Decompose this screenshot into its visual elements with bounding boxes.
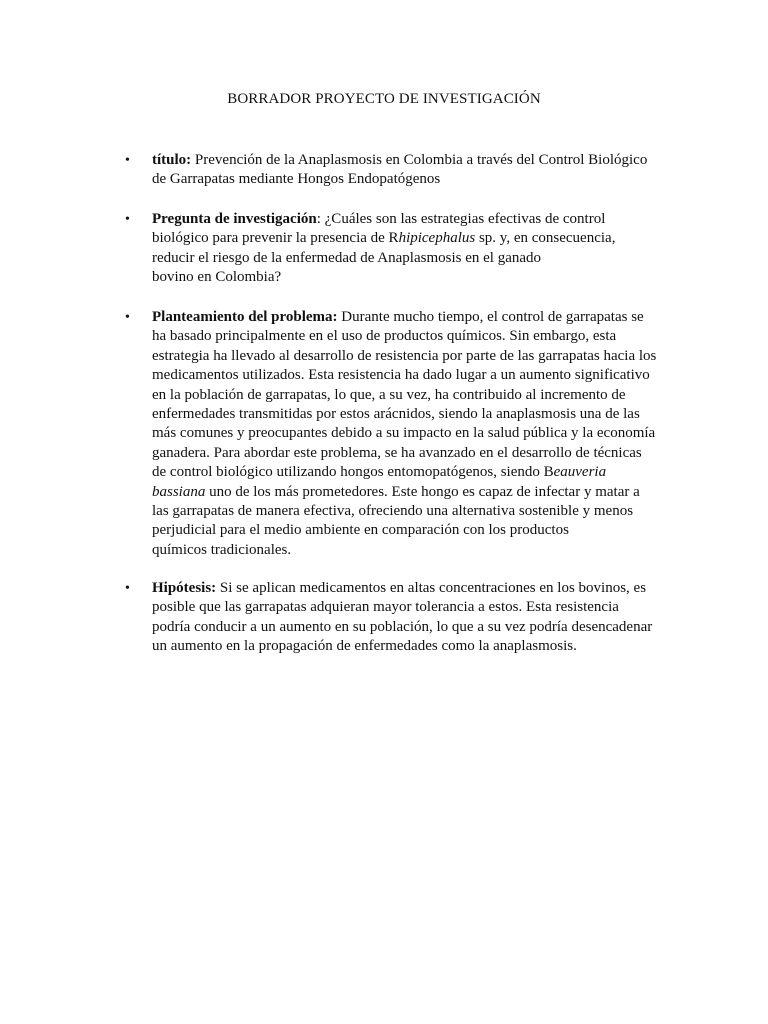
bullet-icon: •	[125, 581, 130, 596]
planteamiento-label: Planteamiento del problema:	[152, 309, 338, 325]
planteamiento-line: en la población de garrapatas, lo que, a su vez, ha contribuido al incremento de	[152, 386, 626, 403]
species-name: hipicephalus	[398, 230, 476, 247]
planteamiento-line: enfermedades transmitidas por estos arácnidos, siendo la anaplasmosis una de las	[152, 406, 640, 423]
hipotesis-line-1	[152, 579, 662, 598]
planteamiento-line: medicamentos utilizados. Esta resistencia ha dado lugar a un aumento significativo	[152, 367, 650, 384]
hipotesis-text: Si se aplican medicamentos en altas concentraciones en los bovinos, es	[216, 580, 647, 596]
planteamiento-line: perjudicial para el medio ambiente en comparación con los productos	[152, 522, 569, 539]
pregunta-line-1	[152, 210, 662, 229]
pregunta-text-post: sp. y, en consecuencia,	[475, 230, 616, 247]
planteamiento-line: las garrapatas de manera efectiva, ofreciendo una alternativa sostenible y menos	[152, 503, 634, 520]
species-name-epithet: bassiana	[152, 483, 206, 500]
planteamiento-text-post: uno de los más prometedores. Este hongo es capaz de infectar y matar a	[205, 483, 640, 500]
planteamiento-line-10	[152, 483, 662, 502]
bullet-icon: •	[125, 212, 130, 227]
titulo-text: Prevención de la Anaplasmosis en Colombia a través del Control Biológico	[191, 152, 648, 168]
planteamiento-line-1	[152, 308, 662, 327]
pregunta-label: Pregunta de investigación	[152, 211, 317, 227]
planteamiento-line: químicos tradicionales.	[152, 541, 292, 558]
planteamiento-line: más comunes y preocupantes debido a su impacto en la salud pública y la economía	[152, 425, 656, 442]
titulo-line-2: de Garrapatas mediante Hongos Endopatógenos	[152, 171, 441, 188]
section-pregunta	[125, 210, 662, 288]
hipotesis-line: posible que las garrapatas adquieran mayor tolerancia a estos. Esta resistencia	[152, 599, 619, 616]
bullet-icon: •	[125, 153, 130, 168]
section-planteamiento	[125, 308, 662, 560]
section-titulo	[125, 151, 662, 190]
planteamiento-line: ganadera. Para abordar este problema, se ha avanzado en el desarrollo de técnicas	[152, 444, 642, 461]
planteamiento-text: Durante mucho tiempo, el control de garrapatas se	[337, 309, 644, 325]
pregunta-text: : ¿Cuáles son las estrategias efectivas de control	[316, 211, 606, 227]
planteamiento-line-9	[152, 463, 662, 482]
pregunta-line-4: bovino en Colombia?	[152, 269, 282, 286]
pregunta-line-2	[152, 229, 662, 248]
planteamiento-text-pre: de control biológico utilizando hongos entomopatógenos, siendo B	[152, 464, 554, 481]
titulo-label: título:	[152, 152, 192, 168]
species-name-genus: eauveria	[553, 464, 607, 481]
bullet-icon: •	[125, 310, 130, 325]
section-hipotesis	[125, 579, 662, 657]
planteamiento-line: ha basado principalmente en el uso de productos químicos. Sin embargo, esta	[152, 328, 617, 345]
pregunta-line-3: reducir el riesgo de la enfermedad de Anaplasmosis en el ganado	[152, 249, 542, 266]
hipotesis-label: Hipótesis:	[152, 580, 217, 596]
hipotesis-line: un aumento en la propagación de enfermedades como la anaplasmosis.	[152, 638, 577, 655]
document-title: BORRADOR PROYECTO DE INVESTIGACIÓN	[227, 91, 541, 107]
pregunta-text-pre: biológico para prevenir la presencia de R	[152, 230, 399, 247]
titulo-line-1	[152, 151, 662, 170]
hipotesis-line: podría conducir a un aumento en su población, lo que a su vez podría desencadenar	[152, 618, 653, 635]
planteamiento-line: estrategia ha llevado al desarrollo de resistencia por parte de las garrapatas hacia los	[152, 347, 657, 364]
